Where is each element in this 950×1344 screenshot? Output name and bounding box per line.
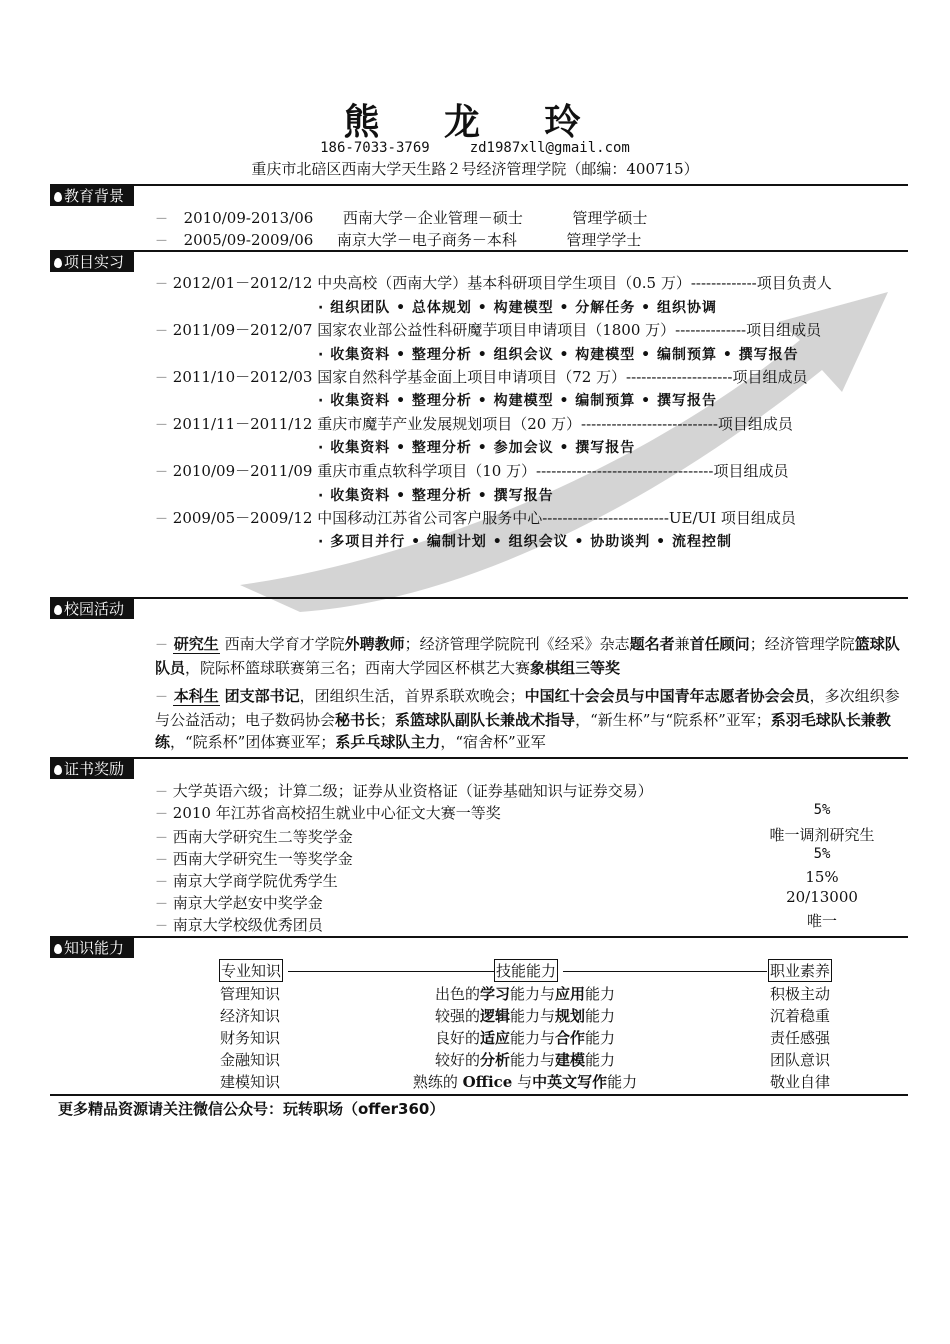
- project-row: － 2009/05－2009/12 中国移动江苏省公司客户服务中心-------------------------UE/UI 项目组成员: [155, 509, 796, 527]
- project-tasks: · 收集资料 • 整理分析 • 组织会议 • 构建模型 • 编制预算 • 撰写报告: [318, 347, 799, 363]
- ability-item: 较强的逻辑能力与规划能力: [434, 1007, 616, 1025]
- skills-header-qualities: 职业素养: [768, 959, 832, 982]
- drop-icon: [54, 765, 62, 775]
- award-row: － 南京大学商学院优秀学生: [155, 872, 338, 890]
- edu-degree: 管理学硕士: [572, 209, 648, 227]
- project-tasks: · 多项目并行 • 编制计划 • 组织会议 • 协助谈判 • 流程控制: [318, 534, 732, 550]
- edu-school: 南京大学－电子商务－本科: [336, 231, 517, 249]
- project-row: － 2011/11－2011/12 重庆市魔芋产业发展规划项目（20 万）---------------------------项目组成员: [155, 415, 793, 433]
- campus-grad-block: － 研究生 西南大学育才学院外聘教师；经济管理学院院刊《经采》杂志题名者兼首任顾问；经济管理学院篮球队队员，院际杯篮球联赛第三名；西南大学园区杯棋艺大赛象棋组三等奖: [155, 635, 900, 677]
- section-rule: [50, 936, 908, 938]
- email: zd1987xll@gmail.com: [469, 140, 630, 156]
- award-note: 15%: [805, 868, 839, 886]
- knowledge-item: 财务知识: [220, 1029, 281, 1047]
- award-row: － 大学英语六级；计算二级；证券从业资格证（证券基础知识与证券交易）: [155, 782, 653, 800]
- section-tab-awards: 证书奖励: [50, 759, 134, 779]
- drop-icon: [54, 944, 62, 954]
- project-row: － 2010/09－2011/09 重庆市重点软科学项目（10 万）-----------------------------------项目组成员: [155, 462, 789, 480]
- knowledge-item: 管理知识: [220, 985, 281, 1003]
- edu-dates: 2010/09-2013/06: [183, 209, 314, 227]
- drop-icon: [54, 192, 62, 202]
- bullet-dash: －: [155, 234, 169, 249]
- knowledge-item: 经济知识: [220, 1007, 281, 1025]
- award-note: 唯一: [806, 912, 837, 930]
- award-note: 5%: [813, 802, 831, 818]
- quality-item: 积极主动: [770, 985, 831, 1003]
- section-tab-campus: 校园活动: [50, 599, 134, 619]
- header-connector: [288, 971, 494, 972]
- drop-icon: [54, 258, 62, 268]
- quality-item: 沉着稳重: [770, 1007, 831, 1025]
- award-row: － 南京大学校级优秀团员: [155, 916, 323, 934]
- edu-school: 西南大学－企业管理－硕士: [342, 209, 523, 227]
- section-rule: [50, 597, 908, 599]
- address: 重庆市北碚区西南大学天生路２号经济管理学院（邮编：400715）: [251, 160, 699, 178]
- award-row: － 2010 年江苏省高校招生就业中心征文大赛一等奖: [155, 804, 501, 822]
- project-row: － 2011/09－2012/07 国家农业部公益性科研魔芋项目申请项目（1800 万）--------------项目组成员: [155, 321, 822, 339]
- ability-item: 较好的分析能力与建模能力: [434, 1051, 616, 1069]
- campus-ug-block: － 本科生 团支部书记，团组织生活，首界系联欢晚会；中国红十会会员与中国青年志愿者协会会员，多次组织参与公益活动；电子数码协会秘书长；系篮球队副队长兼战术指导，“新生杯”与“院系杯”亚军；系羽毛球队长兼教练，“院系杯”团体赛亚军；系乒乓球队主力，“宿舍杯”亚军: [155, 687, 900, 751]
- award-row: － 西南大学研究生一等奖学金: [155, 850, 353, 868]
- ability-item: 出色的学习能力与应用能力: [434, 985, 616, 1003]
- project-tasks: · 组织团队 • 总体规划 • 构建模型 • 分解任务 • 组织协调: [318, 300, 717, 316]
- ability-item: 良好的适应能力与合作能力: [434, 1029, 616, 1047]
- section-tab-skills: 知识能力: [50, 938, 134, 958]
- contact-line: [0, 140, 950, 156]
- header-connector: [563, 971, 767, 972]
- drop-icon: [54, 605, 62, 615]
- section-tab-education: 教育背景: [50, 186, 134, 206]
- award-row: － 西南大学研究生二等奖学金: [155, 828, 353, 846]
- project-row: － 2011/10－2012/03 国家自然科学基金面上项目申请项目（72 万）---------------------项目组成员: [155, 368, 808, 386]
- project-row: － 2012/01－2012/12 中央高校（西南大学）基本科研项目学生项目（0.5 万）-------------项目负责人: [155, 274, 832, 292]
- edu-degree: 管理学学士: [566, 231, 642, 249]
- phone: 186-7033-3769: [320, 140, 430, 156]
- candidate-name: 熊 龙 玲: [343, 101, 607, 143]
- award-row: － 南京大学赵安中奖学金: [155, 894, 323, 912]
- edu-dates: 2005/09-2009/06: [183, 231, 314, 249]
- award-note: 唯一调剂研究生: [769, 826, 875, 844]
- quality-item: 责任感强: [770, 1029, 831, 1047]
- footer-note: 更多精品资源请关注微信公众号：玩转职场（offer360）: [58, 1100, 445, 1118]
- section-rule: [50, 250, 908, 252]
- ug-tag: 本科生: [173, 687, 219, 705]
- knowledge-item: 金融知识: [220, 1051, 281, 1069]
- skills-header-knowledge: 专业知识: [219, 959, 283, 982]
- section-rule: [50, 757, 908, 759]
- section-tab-projects: 项目实习: [50, 252, 134, 272]
- project-tasks: · 收集资料 • 整理分析 • 构建模型 • 编制预算 • 撰写报告: [318, 393, 717, 409]
- project-tasks: · 收集资料 • 整理分析 • 撰写报告: [318, 488, 554, 504]
- project-tasks: · 收集资料 • 整理分析 • 参加会议 • 撰写报告: [318, 440, 636, 456]
- quality-item: 团队意识: [770, 1051, 831, 1069]
- education-row: [155, 229, 641, 250]
- knowledge-item: 建模知识: [220, 1073, 281, 1091]
- bullet-dash: －: [155, 212, 169, 227]
- grad-tag: 研究生: [173, 635, 219, 653]
- skills-header-abilities: 技能能力: [494, 959, 558, 982]
- section-rule: [50, 184, 908, 186]
- ability-item: 熟练的 Office 与中英文写作能力: [412, 1073, 638, 1091]
- education-row: [155, 207, 647, 228]
- quality-item: 敬业自律: [770, 1073, 831, 1091]
- section-rule: [50, 1094, 908, 1096]
- award-note: 20/13000: [786, 888, 858, 906]
- award-note: 5%: [813, 846, 831, 862]
